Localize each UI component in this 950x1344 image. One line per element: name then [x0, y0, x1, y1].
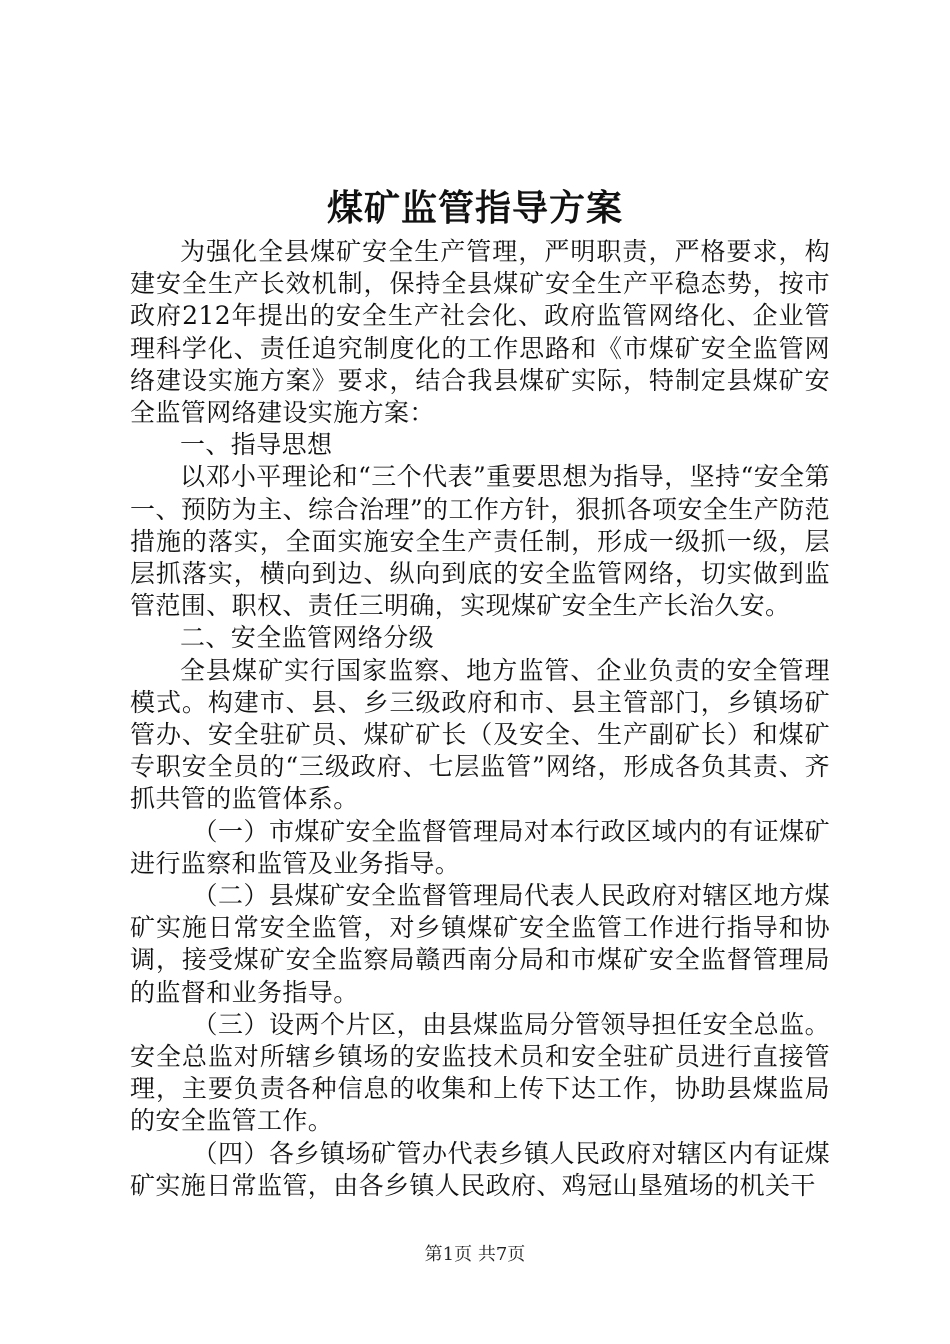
item-paragraph-4: （四）各乡镇场矿管办代表乡镇人民政府对辖区内有证煤矿实施日常监管，由各乡镇人民政府、鸡冠山垦殖场的机关干	[130, 1138, 830, 1200]
item-paragraph-2: （二）县煤矿安全监督管理局代表人民政府对辖区地方煤矿实施日常安全监管，对乡镇煤矿安全监管工作进行指导和协调，接受煤矿安全监察局赣西南分局和市煤矿安全监督管理局的监督和业务指导。	[130, 881, 830, 1007]
document-title: 煤矿监管指导方案	[326, 187, 623, 229]
guiding-ideology-paragraph: 以邓小平理论和“三个代表”重要思想为指导，坚持“安全第一、预防为主、综合治理”的工作方针，狠抓各项安全生产防范措施的落实，全面实施安全生产责任制，形成一级抓一级，层层抓落实，横向到边、纵向到底的安全监管网络，切实做到监管范围、职权、责任三明确，实现煤矿安全生产长治久安。	[130, 462, 830, 621]
item-paragraph-1: （一）市煤矿安全监督管理局对本行政区域内的有证煤矿进行监察和监管及业务指导。	[130, 816, 830, 878]
network-levels-paragraph: 全县煤矿实行国家监察、地方监管、企业负责的安全管理模式。构建市、县、乡三级政府和市、县主管部门，乡镇场矿管办、安全驻矿员、煤矿矿长（及安全、生产副矿长）和煤矿专职安全员的“三级政府、七层监管”网络，形成各负其责、齐抓共管的监管体系。	[130, 655, 830, 814]
item-paragraph-3: （三）设两个片区，由县煤监局分管领导担任安全总监。安全总监对所辖乡镇场的安监技术员和安全驻矿员进行直接管理，主要负责各种信息的收集和上传下达工作，协助县煤监局的安全监管工作。	[130, 1009, 830, 1136]
page-number-footer: 第1页 共7页	[424, 1244, 526, 1265]
section-heading-network-levels: 二、安全监管网络分级	[180, 623, 435, 653]
intro-paragraph: 为强化全县煤矿安全生产管理，严明职责，严格要求，构建安全生产长效机制，保持全县煤矿安全生产平稳态势，按市政府212年提出的安全生产社会化、政府监管网络化、企业管理科学化、责任追究制度化的工作思路和《市煤矿安全监管网络建设实施方案》要求，结合我县煤矿实际，特制定县煤矿安全监管网络建设实施方案：	[130, 237, 830, 428]
section-heading-guiding-ideology: 一、指导思想	[180, 430, 333, 460]
document-body	[130, 236, 830, 1202]
